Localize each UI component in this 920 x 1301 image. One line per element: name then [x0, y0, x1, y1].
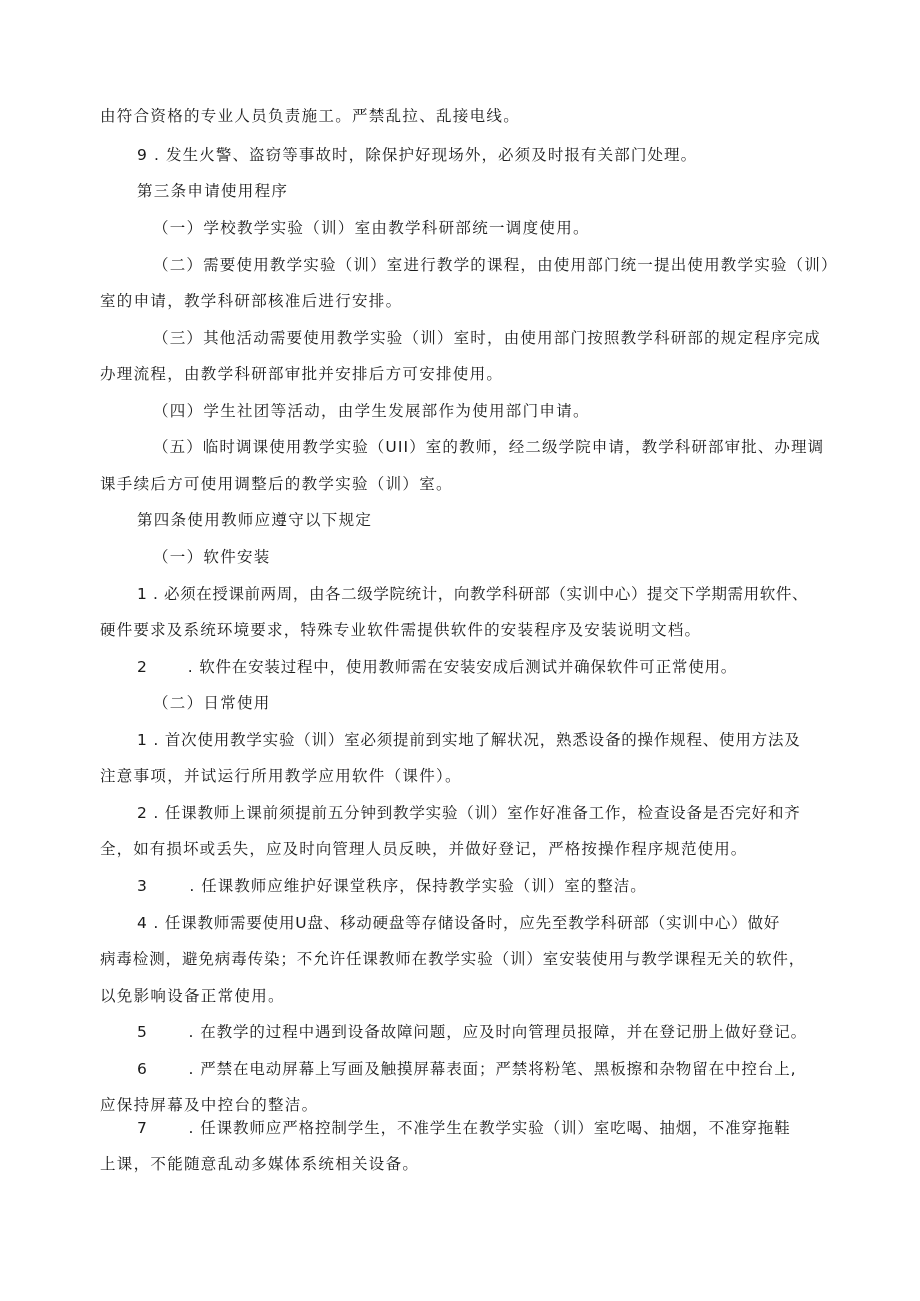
section-heading: 第四条使用教师应遵守以下规定: [137, 511, 373, 529]
subsection-heading: （二）日常使用: [153, 694, 271, 712]
paragraph-line: 硬件要求及系统环境要求，特殊专业软件需提供软件的安装程序及安装说明文档。: [100, 621, 702, 639]
paragraph-line: （五）临时调课使用教学实验（UII）室的教师，经二级学院申请，教学科研部审批、办理调: [153, 438, 825, 456]
list-item-line: 2 . 任课教师上课前须提前五分钟到教学实验（训）室作好准备工作，检查设备是否完好和齐: [137, 804, 801, 822]
paragraph-line: 病毒检测，避免病毒传染；不允许任课教师在教学实验（训）室安装使用与教学课程无关的软件，: [100, 950, 806, 968]
list-item-line: 3 . 任课教师应维护好课堂秩序，保持教学实验（训）室的整洁。: [137, 877, 647, 895]
paragraph-line: 以免影响设备正常使用。: [100, 987, 285, 1005]
list-item-line: 6 . 严禁在电动屏幕上写画及触摸屏幕表面；严禁将粉笔、黑板擦和杂物留在中控台上,: [137, 1060, 797, 1078]
paragraph-line: 室的申请，教学科研部核准后进行安排。: [100, 292, 403, 310]
paragraph-line: 办理流程，由教学科研部审批并安排后方可安排使用。: [100, 365, 504, 383]
paragraph-line: 由符合资格的专业人员负责施工。严禁乱拉、乱接电线。: [100, 107, 521, 125]
paragraph-line: 注意事项，并试运行所用教学应用软件（课件）。: [100, 767, 462, 785]
list-item-line: 4 . 任课教师需要使用U盘、移动硬盘等存储设备时，应先至教学科研部（实训中心）做好: [137, 914, 781, 932]
paragraph-line: 全，如有损坏或丢失，应及时向管理人员反映，并做好登记，严格按操作程序规范使用。: [100, 840, 748, 858]
paragraph-line: （二）需要使用教学实验（训）室进行教学的课程，由使用部门统一提出使用教学实验（训）: [153, 256, 838, 274]
list-item-line: 1 . 首次使用教学实验（训）室必须提前到实地了解状况，熟悉设备的操作规程、使用方法及: [137, 731, 801, 749]
paragraph-line: （一）学校教学实验（训）室由教学科研部统一调度使用。: [153, 219, 590, 237]
paragraph-line: （三）其他活动需要使用教学实验（训）室时，由使用部门按照教学科研部的规定程序完成: [153, 329, 822, 347]
list-item-line: 7 . 任课教师应严格控制学生，不准学生在教学实验（训）室吃喝、抽烟，不准穿拖鞋: [137, 1119, 791, 1137]
paragraph-line: 上课，不能随意乱动多媒体系统相关设备。: [100, 1155, 420, 1173]
section-heading: 第三条申请使用程序: [137, 182, 289, 200]
list-item-line: 9 . 发生火警、盗窃等事故时，除保护好现场外，必须及时报有关部门处理。: [137, 146, 698, 164]
list-item-line: 5 . 在教学的过程中遇到设备故障问题，应及时向管理员报障，并在登记册上做好登记。: [137, 1023, 808, 1041]
list-item-line: 1 . 必须在授课前两周，由各二级学院统计，向教学科研部（实训中心）提交下学期需用软件、: [137, 585, 809, 603]
paragraph-line: 课手续后方可使用调整后的教学实验（训）室。: [100, 475, 453, 493]
list-item-line: 2 . 软件在安装过程中，使用教师需在安装安成后测试并确保软件可正常使用。: [137, 658, 738, 676]
subsection-heading: （一）软件安装: [153, 548, 271, 566]
paragraph-line: （四）学生社团等活动，由学生发展部作为使用部门申请。: [153, 402, 590, 420]
paragraph-line: 应保持屏幕及中控台的整洁。: [100, 1096, 319, 1114]
